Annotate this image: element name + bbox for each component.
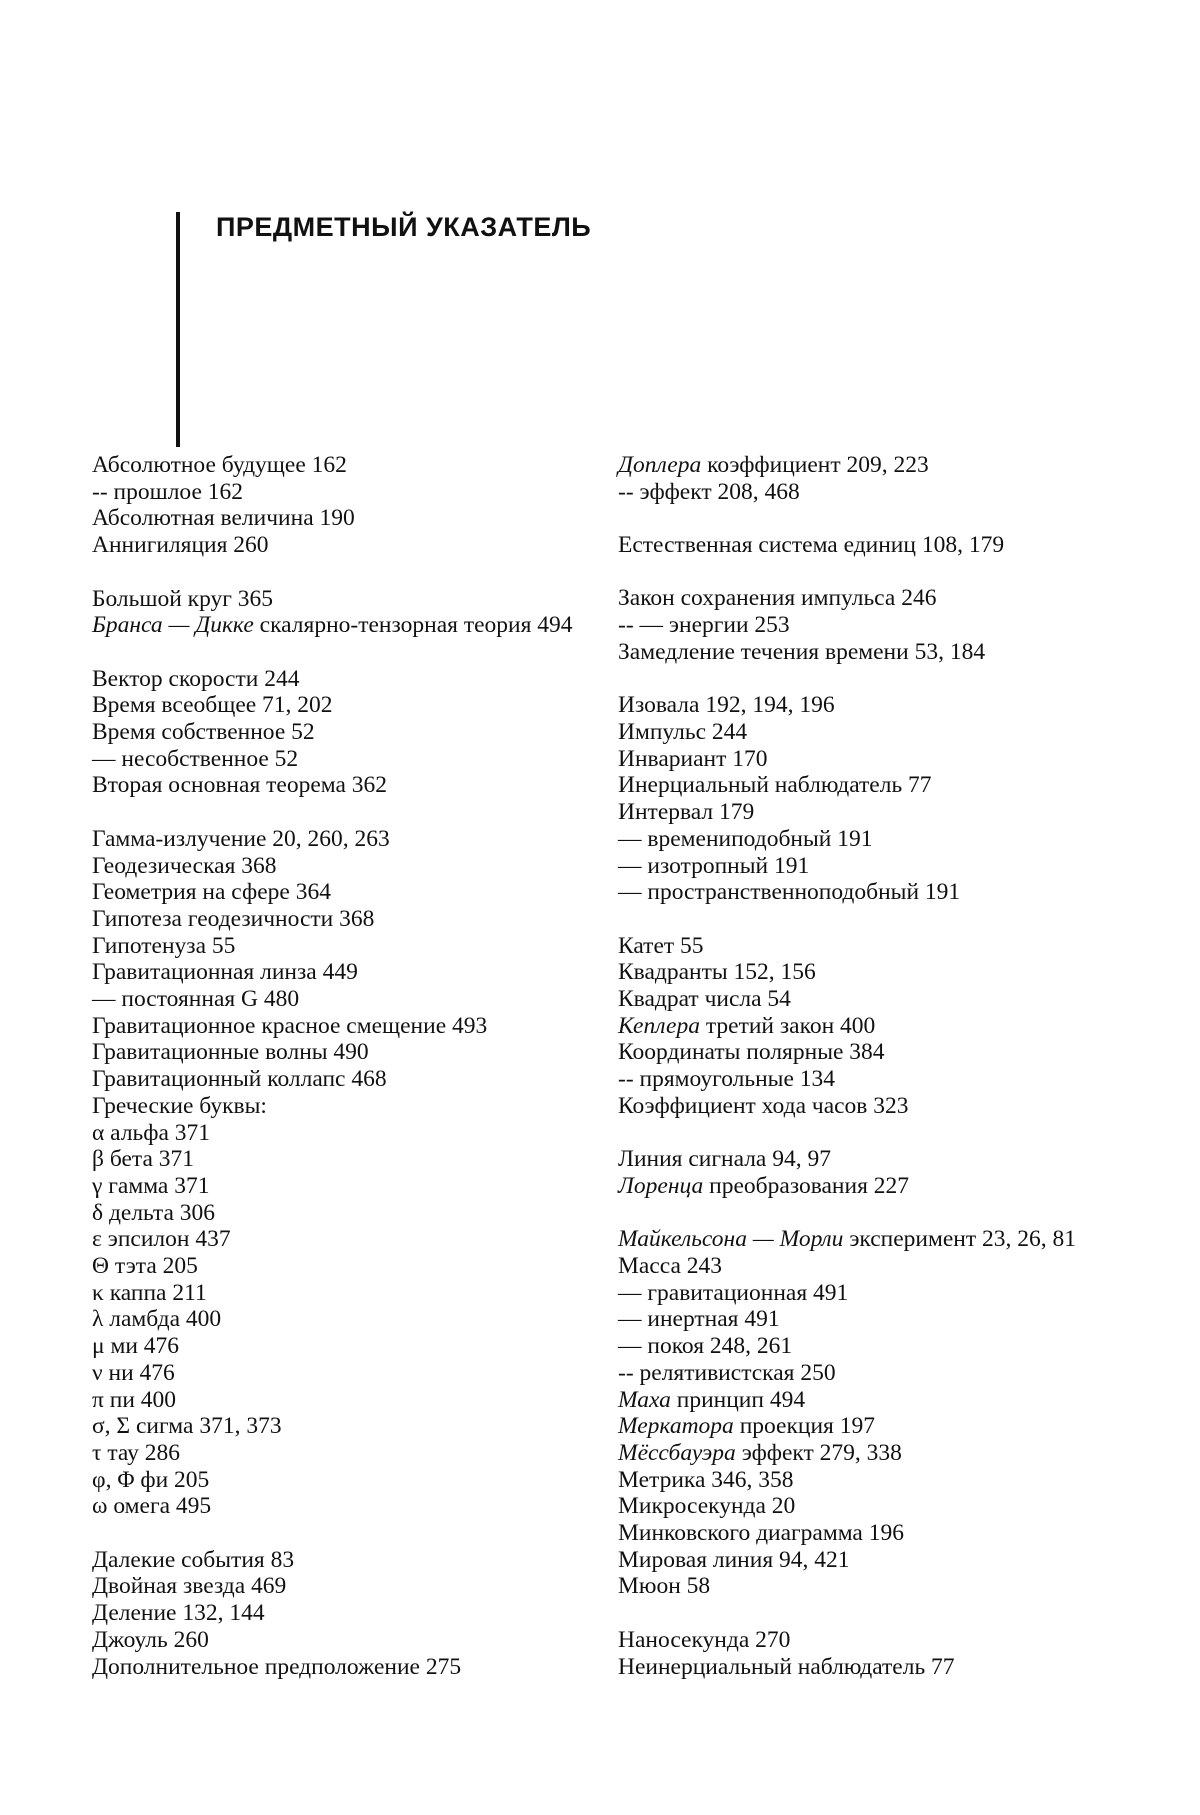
index-entry: [618, 933, 1096, 960]
index-entry: [618, 853, 1096, 880]
index-entry: [618, 1280, 1096, 1307]
index-entry-text: Время всеобщее 71, 202: [92, 692, 333, 719]
page-title: ПРЕДМЕТНЫЙ УКАЗАТЕЛЬ: [216, 212, 592, 242]
index-entry-text: третий закон 400: [699, 1012, 876, 1039]
index-entry: [618, 1066, 1096, 1093]
index-entry: [618, 1146, 1096, 1173]
index-entry: [618, 799, 1096, 826]
index-entry-text: Гипотенуза 55: [92, 932, 236, 959]
index-entry: [92, 479, 597, 506]
index-entry-text: Интервал 179: [618, 799, 755, 826]
index-entry: [618, 1440, 1096, 1467]
index-entry-text: — инертная 491: [618, 1306, 780, 1333]
index-entry-text: Масса 243: [618, 1253, 723, 1279]
index-entry: [618, 639, 1096, 666]
index-entry: [618, 692, 1096, 719]
index-entry-text: -- прошлое 162: [92, 478, 244, 505]
index-entry-name: Маха: [618, 1386, 671, 1413]
index-entry: [92, 452, 597, 479]
index-entry-name: Лоренца: [618, 1172, 704, 1199]
index-entry-text: τ тау 286: [92, 1439, 180, 1466]
index-entry: [92, 1146, 597, 1173]
index-entry-text: скалярно-тензорная теория 494: [253, 612, 573, 639]
index-entry-text: Время собственное 52: [92, 719, 315, 745]
index-column-left: [92, 452, 597, 1680]
index-entry-text: Гравитационный коллапс 468: [92, 1066, 387, 1093]
index-entry: [618, 1039, 1096, 1066]
index-entry: [618, 986, 1096, 1013]
index-entry-text: Геодезическая 368: [92, 852, 277, 879]
index-entry-text: α альфа 371: [92, 1119, 211, 1146]
index-entry-text: ν ни 476: [92, 1359, 175, 1386]
index-entry-text: -- релятивистская 250: [618, 1359, 836, 1386]
index-entry-name: Майкельсона — Морли: [618, 1226, 844, 1253]
index-entry: [92, 1200, 597, 1227]
index-entry: [618, 746, 1096, 773]
index-entry-text: σ, Σ сигма 371, 373: [92, 1413, 282, 1440]
index-entry: [618, 1654, 1096, 1681]
index-entry: [618, 719, 1096, 746]
index-entry-text: Изовала 192, 194, 196: [618, 692, 835, 719]
index-entry-text: Катет 55: [618, 932, 704, 959]
index-entry-text: коэффициент 209, 223: [701, 452, 929, 478]
index-entry: [92, 959, 597, 986]
index-entry-text: Гамма-излучение 20, 260, 263: [92, 825, 390, 852]
index-entry-text: Мюон 58: [618, 1573, 711, 1600]
index-entry: [618, 1173, 1096, 1200]
index-entry-text: Аннигиляция 260: [92, 532, 269, 559]
index-entry: [618, 1413, 1096, 1440]
index-entry-text: эксперимент 23, 26, 81: [843, 1226, 1077, 1253]
index-entry: [92, 1280, 597, 1307]
index-entry: [92, 1066, 597, 1093]
index-entry: [92, 666, 597, 693]
index-entry-text: Геометрия на сфере 364: [92, 879, 331, 906]
index-entry-text: ω омега 495: [92, 1493, 212, 1520]
index-entry-text: γ гамма 371: [92, 1172, 210, 1199]
index-entry: [92, 1120, 597, 1147]
index-entry: [92, 1573, 597, 1600]
index-entry: [618, 1467, 1096, 1494]
index-entry: [92, 719, 597, 746]
index-entry: [92, 772, 597, 799]
index-column-right: [618, 452, 1096, 1680]
index-entry-text: Замедление течения времени 53, 184: [618, 638, 986, 665]
index-entry: [92, 1600, 597, 1627]
index-entry: [92, 1387, 597, 1414]
index-entry: [618, 772, 1096, 799]
index-entry-text: β бета 371: [92, 1146, 195, 1173]
index-entry-name: Доплера: [618, 452, 702, 478]
index-entry-text: преобразования 227: [703, 1172, 910, 1199]
index-entry: [618, 1093, 1096, 1120]
index-entry: [92, 746, 597, 773]
index-entry-text: κ каппа 211: [92, 1279, 207, 1306]
index-entry: [618, 479, 1096, 506]
index-entry: [618, 1627, 1096, 1654]
index-entry-text: — гравитационная 491: [618, 1279, 849, 1306]
index-entry: [92, 906, 597, 933]
index-entry: [618, 452, 1096, 479]
index-entry-text: Координаты полярные 384: [618, 1039, 885, 1066]
index-entry-text: Дополнительное предположение 275: [92, 1653, 462, 1680]
index-entry: [92, 986, 597, 1013]
index-entry: [92, 1627, 597, 1654]
index-entry: [618, 1253, 1096, 1280]
index-entry-text: Импульс 244: [618, 718, 748, 745]
index-entry-text: Неинерциальный наблюдатель 77: [618, 1653, 955, 1680]
index-entry-text: Гравитационная линза 449: [92, 959, 358, 986]
index-entry-text: Коэффициент хода часов 323: [618, 1092, 909, 1119]
index-entry-text: Гравитационное красное смещение 493: [92, 1012, 488, 1039]
index-entry: [618, 879, 1096, 906]
index-entry-text: Двойная звезда 469: [92, 1573, 287, 1600]
index-entry-text: принцип 494: [670, 1386, 806, 1413]
index-entry: [618, 1226, 1096, 1253]
index-entry-text: эффект 279, 338: [735, 1439, 902, 1466]
index-entry-text: Вторая основная теорема 362: [92, 772, 388, 799]
index-entry: [92, 1654, 597, 1681]
index-entry-text: Гравитационные волны 490: [92, 1039, 369, 1066]
index-entry-text: -- — энергии 253: [618, 612, 790, 639]
index-entry: [92, 532, 597, 559]
index-entry-text: Гипотеза геодезичности 368: [92, 905, 375, 932]
index-entry-text: ε эпсилон 437: [92, 1226, 231, 1253]
index-entry-text: Далекие события 83: [92, 1546, 295, 1573]
index-entry: [92, 1306, 597, 1333]
index-entry-text: Минковского диаграмма 196: [618, 1520, 904, 1547]
index-entry-name: Бранса — Дикке: [92, 612, 254, 639]
index-entry-text: — постоянная G 480: [92, 986, 300, 1013]
index-entry: [92, 612, 597, 639]
index-entry-text: Закон сохранения импульса 246: [618, 585, 937, 612]
index-entry-text: Деление 132, 144: [92, 1600, 265, 1627]
index-entry-text: π пи 400: [92, 1386, 177, 1413]
index-entry-text: Микросекунда 20: [618, 1493, 796, 1520]
index-entry: [618, 1387, 1096, 1414]
index-entry: [92, 1226, 597, 1253]
index-entry-text: Линия сигнала 94, 97: [618, 1146, 831, 1173]
index-entry: [618, 585, 1096, 612]
index-entry-name: Меркатора: [618, 1413, 734, 1440]
index-entry: [92, 826, 597, 853]
index-entry-text: Естественная система единиц 108, 179: [618, 532, 1005, 559]
index-entry: [92, 1413, 597, 1440]
index-entry: [618, 1493, 1096, 1520]
index-entry-text: — изотропный 191: [618, 852, 810, 879]
index-entry: [92, 933, 597, 960]
index-entry: [92, 1253, 597, 1280]
index-entry: [618, 1520, 1096, 1547]
index-entry-text: Наносекунда 270: [618, 1626, 791, 1653]
index-entry-text: φ, Φ фи 205: [92, 1466, 210, 1493]
index-entry-text: Инерциальный наблюдатель 77: [618, 772, 932, 799]
index-entry: [92, 692, 597, 719]
index-entry-name: Мёссбауэра: [618, 1439, 736, 1466]
index-entry-text: Квадранты 152, 156: [618, 959, 816, 986]
index-entry-text: Греческие буквы:: [92, 1092, 267, 1119]
index-entry-text: -- прямоугольные 134: [618, 1066, 835, 1093]
index-entry: [92, 1440, 597, 1467]
index-entry: [92, 879, 597, 906]
index-entry-text: — времениподобный 191: [618, 825, 873, 852]
index-entry-text: Вектор скорости 244: [92, 665, 300, 692]
index-entry-text: Большой круг 365: [92, 585, 274, 612]
index-entry: [92, 1173, 597, 1200]
index-entry-text: Квадрат числа 54: [618, 986, 791, 1012]
index-entry-name: Кеплера: [618, 1012, 700, 1039]
index-entry: [92, 1467, 597, 1494]
index-entry: [92, 1093, 597, 1120]
index-entry: [92, 1333, 597, 1360]
index-entry: [618, 612, 1096, 639]
index-entry-text: — пространственноподобный 191: [618, 879, 961, 906]
index-entry-text: μ ми 476: [92, 1333, 180, 1360]
index-entry: [618, 1306, 1096, 1333]
index-entry-text: -- эффект 208, 468: [618, 478, 800, 505]
index-entry: [618, 959, 1096, 986]
index-entry-text: Абсолютная величина 190: [92, 505, 355, 532]
index-entry: [92, 853, 597, 880]
index-entry: [618, 532, 1096, 559]
index-entry: [618, 1360, 1096, 1387]
index-entry-text: Инвариант 170: [618, 745, 768, 772]
index-entry: [618, 1013, 1096, 1040]
index-entry: [92, 1039, 597, 1066]
index-entry-text: δ дельта 306: [92, 1199, 215, 1226]
index-entry: [618, 826, 1096, 853]
index-entry: [92, 1547, 597, 1574]
index-entry: [92, 1493, 597, 1520]
index-entry: [618, 1333, 1096, 1360]
index-entry: [92, 1360, 597, 1387]
index-entry-text: — покоя 248, 261: [618, 1333, 793, 1360]
index-entry: [92, 1013, 597, 1040]
index-entry-text: Мировая линия 94, 421: [618, 1546, 850, 1573]
index-entry-text: Θ тэта 205: [92, 1253, 198, 1280]
index-entry-text: Джоуль 260: [92, 1626, 209, 1653]
index-entry-text: Метрика 346, 358: [618, 1466, 794, 1493]
margin-rule: [176, 212, 180, 447]
index-entry-text: проекция 197: [733, 1413, 875, 1440]
index-entry-text: λ ламбда 400: [92, 1306, 222, 1333]
index-entry: [618, 1547, 1096, 1574]
index-entry-text: Абсолютное будущее 162: [92, 452, 347, 478]
index-entry-text: — несобственное 52: [92, 745, 299, 772]
index-entry: [92, 586, 597, 613]
index-entry: [92, 505, 597, 532]
index-entry: [618, 1573, 1096, 1600]
